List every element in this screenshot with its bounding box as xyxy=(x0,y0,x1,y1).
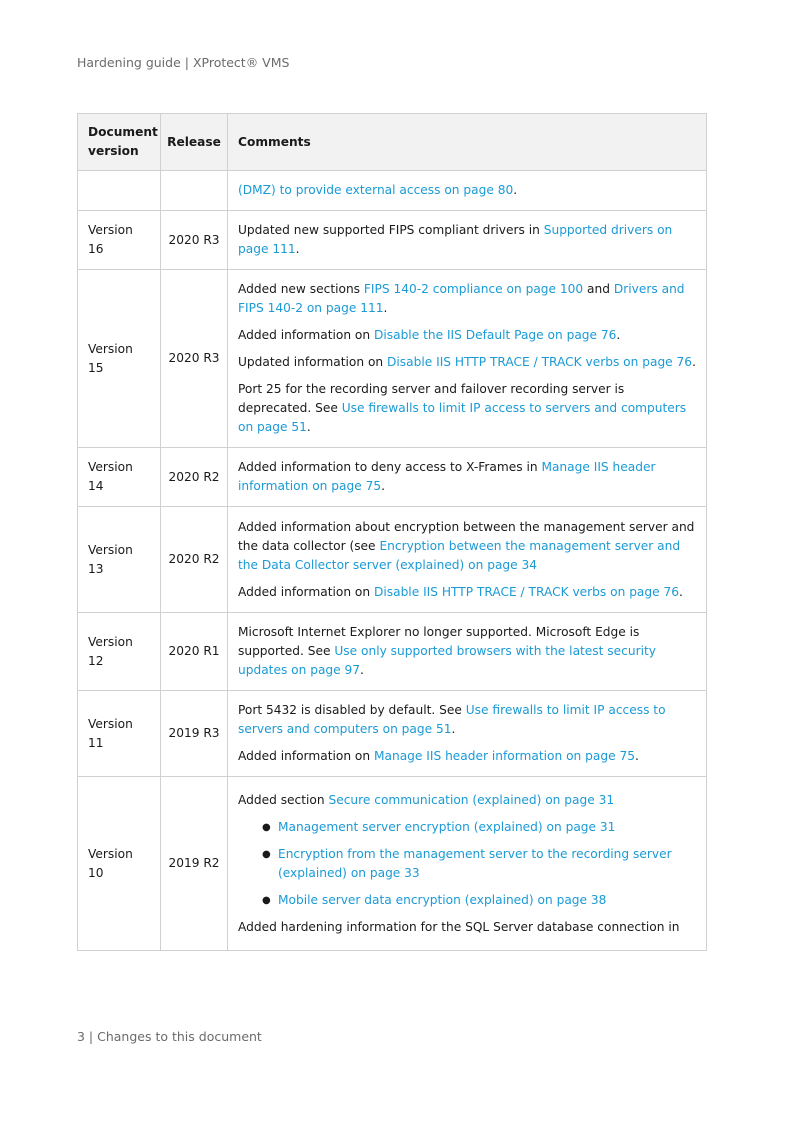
release-cell: 2020 R3 xyxy=(161,270,228,448)
comment-paragraph xyxy=(238,458,696,496)
comment-text: Added information on xyxy=(238,749,374,763)
release-cell: 2020 R2 xyxy=(161,448,228,507)
cross-reference-link[interactable]: FIPS 140-2 compliance on page 100 xyxy=(363,282,584,296)
header-release: Release xyxy=(161,114,228,171)
comment-text: . xyxy=(692,355,696,369)
comments-cell xyxy=(228,691,707,777)
comment-text: Port 25 for the recording server and failover recording server is deprecated. See xyxy=(238,382,625,415)
comment-text: . xyxy=(360,663,364,677)
comments-cell xyxy=(228,171,707,211)
bullet-list xyxy=(238,818,696,910)
release-cell: 2019 R3 xyxy=(161,691,228,777)
table-row xyxy=(78,777,707,951)
cross-reference-link[interactable]: Use only supported browsers with the latest security updates on page 97 xyxy=(238,644,656,677)
comment-text: . xyxy=(679,584,683,599)
comment-text: Updated new supported FIPS compliant drivers in xyxy=(238,223,544,237)
comment-paragraph xyxy=(238,380,696,437)
comment-text: . xyxy=(616,328,621,342)
comment-text: . xyxy=(513,183,518,197)
cross-reference-link[interactable]: Disable the IIS Default Page on page 76 xyxy=(373,328,617,342)
cross-reference-link[interactable]: Management server encryption (explained) on page 31 xyxy=(278,819,616,834)
bullet-icon: ● xyxy=(262,848,271,860)
comments-cell xyxy=(228,613,707,691)
comment-text: and xyxy=(583,282,614,296)
cross-reference-link[interactable]: Disable IIS HTTP TRACE / TRACK verbs on page 76 xyxy=(387,355,693,369)
version-cell: Version 14 xyxy=(78,448,161,507)
header-comments: Comments xyxy=(228,114,707,171)
release-cell: 2019 R2 xyxy=(161,777,228,951)
release-cell xyxy=(161,171,228,211)
comment-paragraph xyxy=(238,747,696,766)
changes-table xyxy=(77,113,707,951)
release-cell: 2020 R3 xyxy=(161,211,228,270)
comment-paragraph xyxy=(238,918,696,937)
comment-paragraph xyxy=(238,583,696,602)
comment-paragraph xyxy=(238,326,696,345)
table-body xyxy=(78,171,707,951)
header-document-version: Document version xyxy=(78,114,161,171)
cross-reference-link[interactable]: Manage IIS header information on page 75 xyxy=(373,749,635,763)
cross-reference-link[interactable]: Supported drivers on page 111 xyxy=(238,223,673,256)
cross-reference-link[interactable]: Manage IIS header information on page 75 xyxy=(238,460,656,493)
table-row xyxy=(78,507,707,613)
comment-paragraph xyxy=(238,353,696,372)
version-cell: Version 16 xyxy=(78,211,161,270)
table-row xyxy=(78,613,707,691)
comment-paragraph xyxy=(238,221,696,259)
cross-reference-link[interactable]: Encryption from the management server to the recording server (explained) on page 33 xyxy=(278,846,672,880)
comments-cell xyxy=(228,507,707,613)
cross-reference-link[interactable]: Use firewalls to limit IP access to servers and computers on page 51 xyxy=(238,703,666,736)
cross-reference-link[interactable]: (DMZ) to provide external access on page 80 xyxy=(238,183,514,197)
comment-text: . xyxy=(634,749,639,763)
table-header-row xyxy=(78,114,707,171)
cross-reference-link[interactable]: Disable IIS HTTP TRACE / TRACK verbs on page 76 xyxy=(373,584,680,599)
release-cell: 2020 R2 xyxy=(161,507,228,613)
comments-cell xyxy=(228,777,707,951)
comment-text: . xyxy=(381,479,385,493)
comment-text: . xyxy=(295,242,300,256)
comment-paragraph xyxy=(238,701,696,739)
list-item xyxy=(262,845,696,883)
bullet-icon: ● xyxy=(262,894,271,906)
comment-text: Added information about encryption between the management server and the data collector (see xyxy=(238,519,695,553)
comments-cell xyxy=(228,211,707,270)
list-item xyxy=(262,891,696,910)
comment-paragraph xyxy=(238,280,696,318)
comment-text: Port 5432 is disabled by default. See xyxy=(238,703,466,717)
table-row xyxy=(78,211,707,270)
table-row xyxy=(78,691,707,777)
cross-reference-link[interactable]: Mobile server data encryption (explained) on page 38 xyxy=(278,892,607,907)
comment-text: Added information to deny access to X-Frames in xyxy=(238,460,542,474)
table-row xyxy=(78,270,707,448)
comment-text: . xyxy=(383,301,388,315)
comment-text: Updated information on xyxy=(238,355,388,369)
version-cell: Version 12 xyxy=(78,613,161,691)
version-cell: Version 15 xyxy=(78,270,161,448)
comment-paragraph xyxy=(238,791,696,810)
comment-text: . xyxy=(306,420,311,434)
page-header: Hardening guide | XProtect® VMS xyxy=(77,55,290,70)
comment-text: Added section xyxy=(238,792,329,807)
cross-reference-link[interactable]: Encryption between the management server and the Data Collector server (explained) on page 34 xyxy=(238,538,681,572)
comment-paragraph xyxy=(238,181,696,200)
bullet-icon: ● xyxy=(262,821,271,833)
comment-paragraph xyxy=(238,623,696,680)
release-cell: 2020 R1 xyxy=(161,613,228,691)
comments-cell xyxy=(228,448,707,507)
cross-reference-link[interactable]: Use firewalls to limit IP access to servers and computers on page 51 xyxy=(238,401,687,434)
version-cell xyxy=(78,171,161,211)
table-row xyxy=(78,448,707,507)
cross-reference-link[interactable]: Drivers and FIPS 140-2 on page 111 xyxy=(238,282,685,315)
comments-cell xyxy=(228,270,707,448)
comment-text: Added information on xyxy=(238,328,374,342)
version-cell: Version 10 xyxy=(78,777,161,951)
comment-text: Added hardening information for the SQL Server database connection in xyxy=(238,919,680,934)
list-item xyxy=(262,818,696,837)
comment-text: Microsoft Internet Explorer no longer supported. Microsoft Edge is supported. See xyxy=(238,625,640,658)
table-row xyxy=(78,171,707,211)
version-cell: Version 13 xyxy=(78,507,161,613)
comment-text: Added new sections xyxy=(238,282,364,296)
comment-text: Added information on xyxy=(238,584,374,599)
page-footer: 3 | Changes to this document xyxy=(77,1029,262,1044)
version-cell: Version 11 xyxy=(78,691,161,777)
comment-text: . xyxy=(451,722,456,736)
cross-reference-link[interactable]: Secure communication (explained) on page 31 xyxy=(328,792,615,807)
comment-paragraph xyxy=(238,518,696,575)
